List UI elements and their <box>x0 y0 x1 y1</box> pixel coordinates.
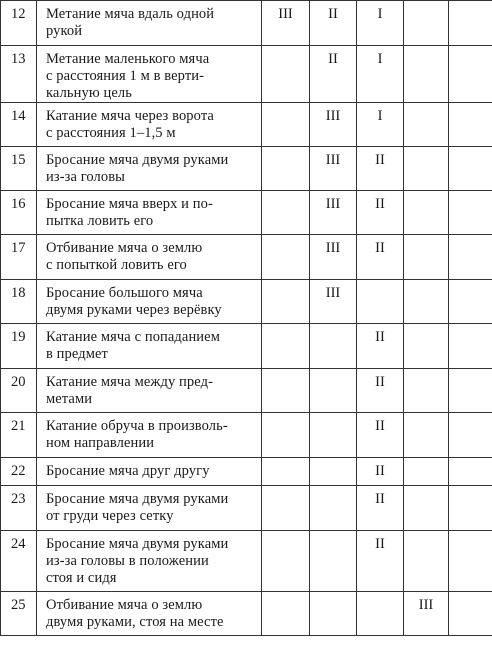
row-number: 25 <box>1 592 37 636</box>
exercise-name: Бросание мяча двумя руками из-за головы в положении стоя и сидя <box>46 536 229 586</box>
level-mark-col-3 <box>357 592 404 636</box>
level-mark-col-2 <box>310 458 357 486</box>
level-mark-col-4 <box>404 191 449 235</box>
row-number: 15 <box>1 147 37 191</box>
level-mark-col-1 <box>262 458 310 486</box>
level-mark-col-5 <box>449 46 492 103</box>
level-mark-col-1 <box>262 235 310 280</box>
exercise-name-cell <box>37 458 262 486</box>
row-number: 17 <box>1 235 37 280</box>
level-mark-col-2 <box>310 592 357 636</box>
level-mark-col-4 <box>404 369 449 413</box>
level-mark-col-1 <box>262 592 310 636</box>
table-row <box>1 458 492 486</box>
level-mark-col-1 <box>262 103 310 147</box>
exercise-name: Катание мяча между пред- метами <box>46 374 214 407</box>
exercise-name-cell <box>37 191 262 235</box>
exercise-name-cell <box>37 486 262 531</box>
exercise-name: Метание мяча вдаль одной рукой <box>46 6 215 39</box>
level-mark-col-2 <box>310 531 357 592</box>
level-mark-col-3: II <box>357 486 404 531</box>
level-mark-col-2 <box>310 486 357 531</box>
level-mark-col-1: III <box>262 1 310 46</box>
level-mark-col-3: II <box>357 369 404 413</box>
exercise-name-cell <box>37 413 262 458</box>
table-row <box>1 103 492 147</box>
table-row <box>1 324 492 369</box>
level-mark-col-3: II <box>357 531 404 592</box>
table-row <box>1 46 492 103</box>
exercise-name-cell <box>37 280 262 324</box>
row-number: 23 <box>1 486 37 531</box>
level-mark-col-3: II <box>357 191 404 235</box>
table-row <box>1 592 492 636</box>
level-mark-col-1 <box>262 280 310 324</box>
level-mark-col-3: II <box>357 235 404 280</box>
level-mark-col-2: III <box>310 235 357 280</box>
level-mark-col-2 <box>310 413 357 458</box>
level-mark-col-2: III <box>310 147 357 191</box>
level-mark-col-4 <box>404 324 449 369</box>
level-mark-col-4 <box>404 1 449 46</box>
exercise-name-cell <box>37 1 262 46</box>
level-mark-col-2: III <box>310 191 357 235</box>
table-row <box>1 369 492 413</box>
level-mark-col-1 <box>262 531 310 592</box>
row-number: 21 <box>1 413 37 458</box>
level-mark-col-4 <box>404 235 449 280</box>
level-mark-col-5 <box>449 458 492 486</box>
level-mark-col-3: II <box>357 458 404 486</box>
level-mark-col-3: II <box>357 413 404 458</box>
exercise-name-cell <box>37 46 262 103</box>
level-mark-col-5 <box>449 531 492 592</box>
table-row <box>1 147 492 191</box>
level-mark-col-1 <box>262 324 310 369</box>
table-row <box>1 191 492 235</box>
exercise-name: Бросание мяча вверх и по- пытка ловить его <box>46 196 213 229</box>
row-number: 14 <box>1 103 37 147</box>
level-mark-col-2: II <box>310 1 357 46</box>
exercise-name-cell <box>37 324 262 369</box>
level-mark-col-4 <box>404 280 449 324</box>
level-mark-col-5 <box>449 280 492 324</box>
level-mark-col-4: III <box>404 592 449 636</box>
level-mark-col-3: I <box>357 103 404 147</box>
level-mark-col-4 <box>404 413 449 458</box>
level-mark-col-5 <box>449 1 492 46</box>
table-row <box>1 413 492 458</box>
row-number: 19 <box>1 324 37 369</box>
level-mark-col-3: II <box>357 324 404 369</box>
level-mark-col-3: I <box>357 46 404 103</box>
exercise-name: Катание мяча с попаданием в предмет <box>46 329 220 362</box>
exercise-name-cell <box>37 103 262 147</box>
level-mark-col-1 <box>262 191 310 235</box>
row-number: 16 <box>1 191 37 235</box>
exercise-name: Отбивание мяча о землю двумя руками, стоя на месте <box>46 597 224 630</box>
level-mark-col-5 <box>449 324 492 369</box>
level-mark-col-2 <box>310 369 357 413</box>
row-number: 20 <box>1 369 37 413</box>
exercise-name: Бросание большого мяча двумя руками через верёвку <box>46 285 222 318</box>
level-mark-col-2: III <box>310 280 357 324</box>
exercise-name: Бросание мяча двумя руками из-за головы <box>46 152 229 185</box>
level-mark-col-5 <box>449 486 492 531</box>
table-row <box>1 280 492 324</box>
level-mark-col-1 <box>262 46 310 103</box>
level-mark-col-4 <box>404 531 449 592</box>
table-row <box>1 486 492 531</box>
exercise-name-cell <box>37 369 262 413</box>
exercise-name-cell <box>37 531 262 592</box>
row-number: 22 <box>1 458 37 486</box>
level-mark-col-4 <box>404 103 449 147</box>
level-mark-col-4 <box>404 147 449 191</box>
level-mark-col-2: III <box>310 103 357 147</box>
table-row <box>1 1 492 46</box>
level-mark-col-4 <box>404 46 449 103</box>
level-mark-col-5 <box>449 592 492 636</box>
table-row <box>1 531 492 592</box>
exercise-name-cell <box>37 147 262 191</box>
row-number: 12 <box>1 1 37 46</box>
level-mark-col-4 <box>404 486 449 531</box>
exercise-name: Бросание мяча друг другу <box>46 463 210 479</box>
level-mark-col-5 <box>449 413 492 458</box>
exercise-name-cell <box>37 592 262 636</box>
table-body <box>1 1 492 636</box>
exercise-name-cell <box>37 235 262 280</box>
level-mark-col-1 <box>262 413 310 458</box>
exercise-name: Бросание мяча двумя руками от груди через сетку <box>46 491 229 524</box>
row-number: 24 <box>1 531 37 592</box>
level-mark-col-1 <box>262 147 310 191</box>
exercise-name: Катание мяча через ворота с расстояния 1–1,5 м <box>46 108 214 141</box>
exercise-name: Метание маленького мяча с расстояния 1 м в верти- кальную цель <box>46 51 210 101</box>
level-mark-col-5 <box>449 103 492 147</box>
level-mark-col-5 <box>449 191 492 235</box>
level-mark-col-2 <box>310 324 357 369</box>
exercise-name: Отбивание мяча о землю с попыткой ловить его <box>46 240 203 273</box>
level-mark-col-1 <box>262 369 310 413</box>
level-mark-col-1 <box>262 486 310 531</box>
exercise-name: Катание обруча в произволь- ном направлении <box>46 418 228 451</box>
row-number: 18 <box>1 280 37 324</box>
table-row <box>1 235 492 280</box>
level-mark-col-2: II <box>310 46 357 103</box>
level-mark-col-4 <box>404 458 449 486</box>
level-mark-col-5 <box>449 235 492 280</box>
level-mark-col-3 <box>357 280 404 324</box>
level-mark-col-3: II <box>357 147 404 191</box>
level-mark-col-5 <box>449 369 492 413</box>
level-mark-col-3: I <box>357 1 404 46</box>
level-mark-col-5 <box>449 147 492 191</box>
row-number: 13 <box>1 46 37 103</box>
